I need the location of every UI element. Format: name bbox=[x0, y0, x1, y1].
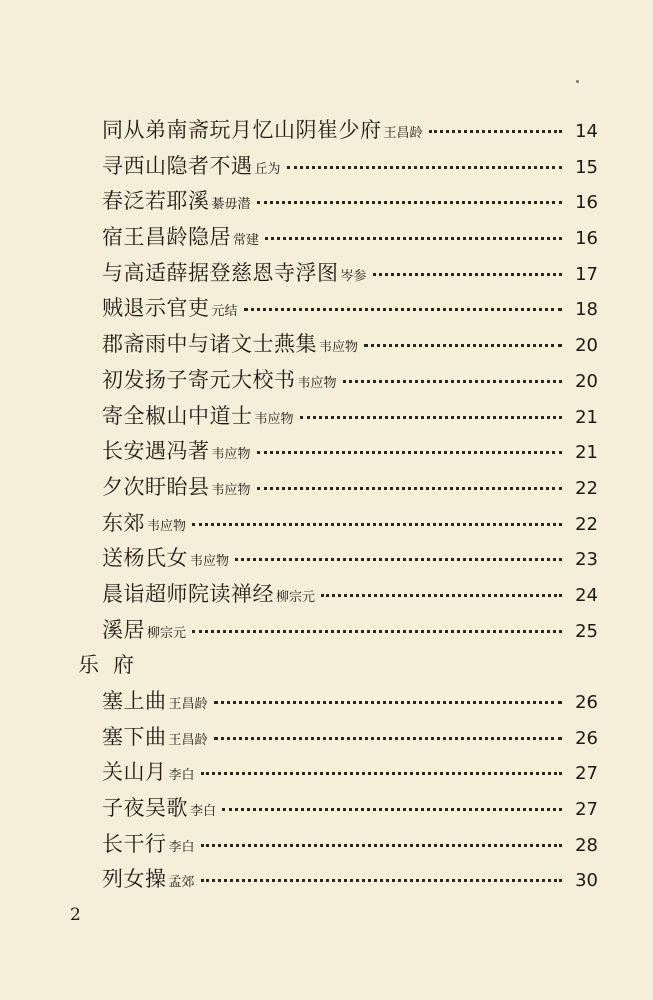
entry-title: 关山月 bbox=[102, 760, 167, 785]
entry-author: 王昌龄 bbox=[168, 732, 208, 748]
leader-dots bbox=[222, 807, 562, 811]
entry-author: 韦应物 bbox=[147, 518, 187, 534]
entry-title: 长安遇冯著 bbox=[102, 439, 210, 464]
toc-entry[interactable] bbox=[78, 399, 598, 435]
leader-dots bbox=[192, 629, 562, 633]
table-of-contents bbox=[78, 113, 598, 898]
entry-title: 塞下曲 bbox=[102, 724, 167, 749]
entry-page: 22 bbox=[575, 477, 598, 499]
entry-title: 寄全椒山中道士 bbox=[102, 403, 253, 428]
entry-title: 初发扬子寄元大校书 bbox=[102, 367, 296, 392]
toc-entry[interactable] bbox=[78, 755, 598, 791]
entry-title: 晨诣超师院读禅经 bbox=[102, 581, 274, 606]
toc-entry[interactable] bbox=[78, 613, 598, 649]
leader-dots bbox=[321, 593, 562, 597]
entry-title: 夕次盱眙县 bbox=[102, 474, 210, 499]
toc-entry[interactable] bbox=[78, 149, 598, 185]
entry-title: 同从弟南斋玩月忆山阴崔少府 bbox=[102, 118, 382, 142]
section-heading-row bbox=[78, 648, 598, 684]
entry-author: 韦应物 bbox=[319, 340, 359, 356]
entry-page: 22 bbox=[575, 513, 598, 535]
entry-page: 21 bbox=[575, 442, 598, 464]
entry-title: 列女操 bbox=[102, 867, 167, 892]
leader-dots bbox=[287, 165, 562, 169]
entry-title: 寻西山隐者不遇 bbox=[102, 153, 253, 178]
entry-author: 韦应物 bbox=[211, 482, 251, 498]
toc-entry[interactable] bbox=[78, 113, 598, 149]
entry-page: 21 bbox=[575, 406, 598, 428]
entry-author: 孟郊 bbox=[168, 875, 195, 891]
leader-dots bbox=[201, 771, 562, 775]
toc-entry[interactable] bbox=[78, 184, 598, 220]
leader-dots bbox=[265, 236, 562, 240]
leader-dots bbox=[257, 450, 562, 454]
entry-author: 李白 bbox=[168, 768, 195, 784]
entry-title: 溪居 bbox=[102, 617, 145, 642]
leader-dots bbox=[214, 736, 562, 740]
toc-entry[interactable] bbox=[78, 256, 598, 292]
toc-entry[interactable] bbox=[78, 720, 598, 756]
entry-author: 綦毋潜 bbox=[211, 197, 251, 213]
leader-dots bbox=[235, 557, 562, 561]
entry-title: 送杨氏女 bbox=[102, 546, 188, 571]
entry-page: 16 bbox=[575, 192, 598, 214]
entry-author: 丘为 bbox=[254, 161, 281, 177]
entry-page: 25 bbox=[575, 620, 598, 642]
toc-entry[interactable] bbox=[78, 363, 598, 399]
entry-title: 东郊 bbox=[102, 510, 145, 535]
entry-author: 李白 bbox=[190, 804, 217, 820]
entry-page: 24 bbox=[575, 584, 598, 606]
toc-entry[interactable] bbox=[78, 827, 598, 863]
leader-dots bbox=[429, 129, 562, 133]
entry-page: 20 bbox=[575, 370, 598, 392]
entry-author: 韦应物 bbox=[211, 447, 251, 463]
leader-dots bbox=[257, 200, 562, 204]
toc-entry[interactable] bbox=[78, 791, 598, 827]
toc-entry[interactable] bbox=[78, 541, 598, 577]
entry-title: 春泛若耶溪 bbox=[102, 189, 210, 214]
paper-speck bbox=[576, 80, 579, 83]
entry-author: 王昌龄 bbox=[383, 126, 423, 141]
page-number: 2 bbox=[70, 905, 81, 925]
entry-title: 长干行 bbox=[102, 831, 167, 856]
toc-entry[interactable] bbox=[78, 862, 598, 898]
entry-page: 28 bbox=[575, 834, 598, 856]
leader-dots bbox=[192, 522, 562, 526]
entry-author: 元结 bbox=[211, 304, 238, 320]
leader-dots bbox=[257, 486, 562, 490]
entry-title: 子夜吴歌 bbox=[102, 796, 188, 821]
leader-dots bbox=[201, 878, 562, 882]
entry-author: 常建 bbox=[233, 233, 260, 249]
entry-title: 郡斋雨中与诸文士燕集 bbox=[102, 332, 317, 357]
entry-author: 柳宗元 bbox=[147, 625, 187, 641]
toc-entry[interactable] bbox=[78, 434, 598, 470]
toc-entry[interactable] bbox=[78, 506, 598, 542]
leader-dots bbox=[373, 272, 562, 276]
toc-entry[interactable] bbox=[78, 470, 598, 506]
toc-entry[interactable] bbox=[78, 291, 598, 327]
leader-dots bbox=[300, 415, 562, 419]
entry-page: 26 bbox=[575, 692, 598, 713]
leader-dots bbox=[343, 379, 562, 383]
toc-entry[interactable] bbox=[78, 684, 598, 720]
entry-title: 塞上曲 bbox=[102, 689, 167, 713]
entry-title: 宿王昌龄隐居 bbox=[102, 225, 231, 250]
leader-dots bbox=[244, 307, 562, 311]
entry-page: 16 bbox=[575, 228, 598, 250]
section-title: 乐府 bbox=[78, 653, 148, 678]
entry-author: 韦应物 bbox=[190, 554, 230, 570]
entry-author: 柳宗元 bbox=[276, 589, 316, 605]
entry-page: 14 bbox=[575, 121, 598, 142]
entry-page: 30 bbox=[575, 870, 598, 892]
entry-page: 23 bbox=[575, 549, 598, 571]
entry-page: 26 bbox=[575, 727, 598, 749]
entry-author: 韦应物 bbox=[254, 411, 294, 427]
entry-author: 岑参 bbox=[340, 268, 367, 284]
entry-page: 15 bbox=[575, 156, 598, 178]
entry-title: 与高适薛据登慈恩寺浮图 bbox=[102, 260, 339, 285]
entry-page: 27 bbox=[575, 799, 598, 821]
entry-title: 贼退示官吏 bbox=[102, 296, 210, 321]
entry-author: 韦应物 bbox=[297, 375, 337, 391]
entry-page: 18 bbox=[575, 299, 598, 321]
leader-dots bbox=[364, 343, 562, 347]
toc-entry[interactable] bbox=[78, 220, 598, 256]
entry-page: 27 bbox=[575, 763, 598, 785]
leader-dots bbox=[214, 700, 562, 704]
entry-author: 李白 bbox=[168, 839, 195, 855]
entry-page: 17 bbox=[575, 263, 598, 285]
leader-dots bbox=[201, 843, 562, 847]
entry-page: 20 bbox=[575, 335, 598, 357]
entry-author: 王昌龄 bbox=[168, 697, 208, 712]
toc-entry[interactable] bbox=[78, 577, 598, 613]
toc-entry[interactable] bbox=[78, 327, 598, 363]
